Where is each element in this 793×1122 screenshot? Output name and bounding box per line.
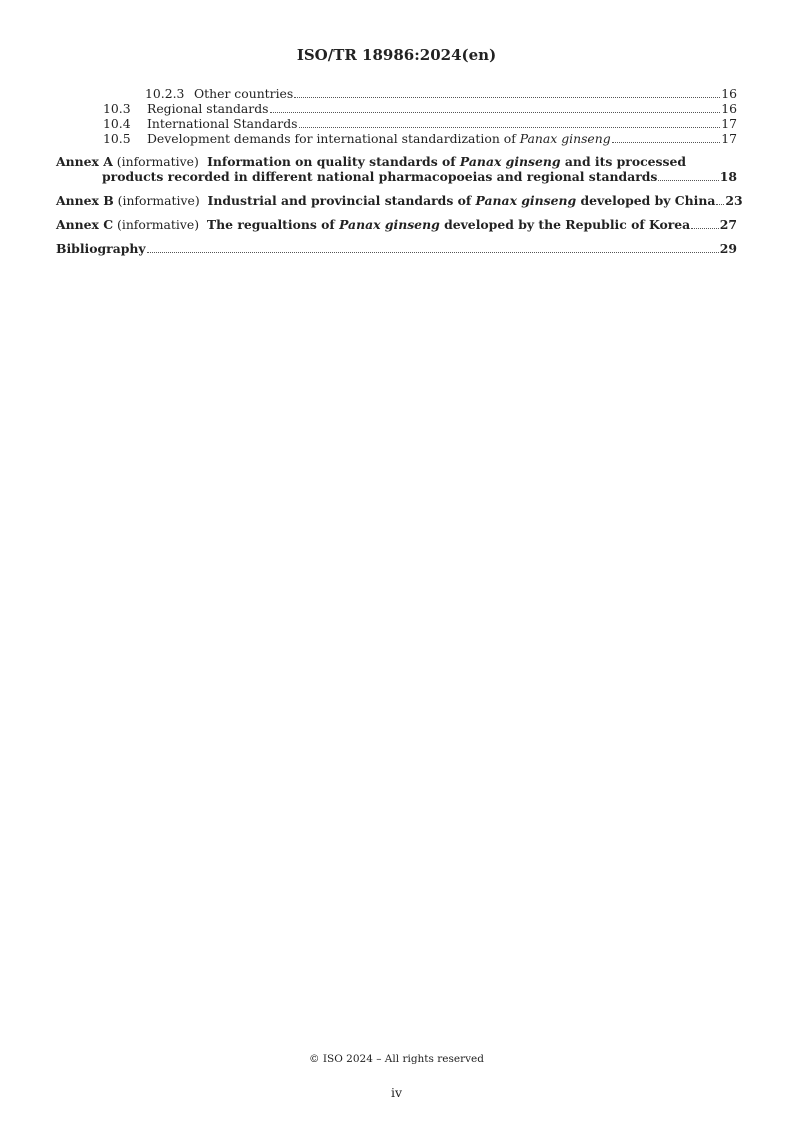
annex-type: (informative) [117, 217, 200, 232]
title-text: developed by the Republic of Korea [439, 217, 691, 232]
toc-entry-annex-c[interactable] [56, 217, 737, 232]
table-of-contents [56, 86, 743, 256]
title-text: and its processed [560, 154, 687, 169]
toc-entry-page: 23 [725, 193, 743, 208]
title-species: Panax ginseng [339, 217, 440, 232]
title-text: developed by China [576, 193, 716, 208]
page-number: iv [390, 1085, 403, 1100]
dot-leader [270, 112, 721, 113]
toc-entry-page: 18 [719, 169, 737, 184]
toc-entry-page: 16 [721, 86, 737, 101]
annex-title [203, 154, 686, 169]
dot-leader [612, 142, 721, 143]
toc-entry-page: 27 [719, 217, 737, 232]
dot-leader [691, 228, 719, 229]
toc-entry-page: 17 [721, 116, 737, 131]
toc-entry-number: 10.4 [103, 116, 131, 131]
annex-title [208, 193, 716, 208]
document-header: ISO/TR 18986:2024(en) [296, 46, 497, 64]
copyright-notice: © ISO 2024 – All rights reserved [309, 1053, 484, 1065]
toc-entry-number: 10.5 [103, 131, 131, 146]
toc-entry-title: Other countries [194, 86, 294, 101]
annex-label: Annex C [56, 217, 114, 232]
title-text: Development demands for international standardization of [147, 131, 520, 146]
annex-heading [56, 193, 715, 208]
toc-entry-10-2-3[interactable] [56, 86, 737, 101]
toc-entry-page: 17 [721, 131, 737, 146]
toc-entry-title: International Standards [147, 116, 298, 131]
toc-entry-10-3[interactable] [56, 101, 737, 116]
toc-entry-title [147, 131, 611, 146]
title-text: The regualtions of [206, 217, 340, 232]
dot-leader [294, 97, 720, 98]
annex-title-continued: products recorded in different national pharmacopoeias and regional standards [102, 169, 658, 184]
title-text: Industrial and provincial standards of [207, 193, 476, 208]
dot-leader [147, 252, 719, 253]
toc-entry-10-4[interactable] [56, 116, 737, 131]
dot-leader [658, 180, 718, 181]
annex-type: (informative) [117, 193, 200, 208]
annex-type: (informative) [116, 154, 199, 169]
title-species: Panax ginseng [519, 131, 611, 146]
toc-entry-bibliography[interactable] [56, 241, 737, 256]
title-text: Information on quality standards of [207, 154, 460, 169]
toc-entry-number: 10.3 [103, 101, 131, 116]
toc-entry-title: Regional standards [147, 101, 269, 116]
toc-entry-page: 29 [719, 241, 737, 256]
toc-entry-page: 16 [721, 101, 737, 116]
toc-entry-annex-b[interactable] [56, 193, 743, 208]
toc-entry-10-5[interactable] [56, 131, 737, 146]
dot-leader [716, 204, 724, 205]
toc-entry-annex-a[interactable] [56, 154, 737, 184]
title-species: Panax ginseng [475, 193, 577, 208]
title-species: Panax ginseng [459, 154, 561, 169]
dot-leader [299, 127, 721, 128]
bibliography-title: Bibliography [56, 241, 146, 256]
annex-label: Annex B [56, 193, 114, 208]
annex-heading [56, 217, 690, 232]
annex-label: Annex A [56, 154, 113, 169]
toc-entry-number: 10.2.3 [145, 86, 185, 101]
annex-title [207, 217, 690, 232]
